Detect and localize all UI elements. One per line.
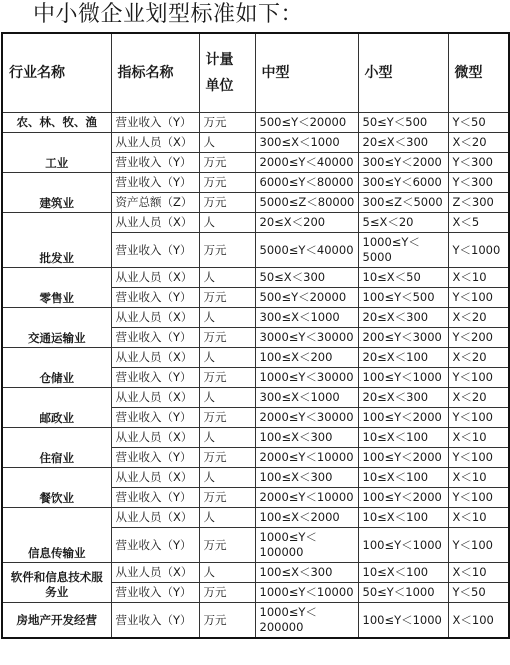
micro-cell: X＜10 <box>448 468 509 488</box>
unit-cell: 万元 <box>199 288 255 308</box>
indicator-cell: 从业人员（X） <box>111 213 199 233</box>
medium-cell: 2000≤Y＜30000 <box>255 408 358 428</box>
table-body <box>2 113 509 639</box>
header-micro: 微型 <box>448 33 509 113</box>
header-row <box>2 33 509 113</box>
micro-cell: X＜10 <box>448 268 509 288</box>
header-medium: 中型 <box>255 33 358 113</box>
small-cell: 10≤X＜100 <box>358 563 448 583</box>
micro-cell: Y＜50 <box>448 113 509 133</box>
unit-cell: 人 <box>199 213 255 233</box>
unit-cell: 万元 <box>199 488 255 508</box>
micro-cell: Y＜100 <box>448 288 509 308</box>
small-cell: 100≤Y＜1000 <box>358 368 448 388</box>
table-row <box>2 563 509 583</box>
small-cell: 20≤X＜300 <box>358 308 448 328</box>
micro-cell: X＜20 <box>448 348 509 368</box>
indicator-cell: 从业人员（X） <box>111 268 199 288</box>
unit-cell: 万元 <box>199 603 255 639</box>
small-cell: 20≤X＜100 <box>358 348 448 368</box>
unit-cell: 万元 <box>199 528 255 563</box>
industry-name: 批发业 <box>2 213 111 268</box>
small-cell: 10≤X＜100 <box>358 428 448 448</box>
medium-cell: 300≤X＜1000 <box>255 308 358 328</box>
small-cell: 20≤X＜300 <box>358 388 448 408</box>
industry-name: 工业 <box>2 133 111 173</box>
table-row <box>2 468 509 488</box>
indicator-cell: 营业收入（Y） <box>111 173 199 193</box>
unit-cell: 万元 <box>199 368 255 388</box>
industry-name: 软件和信息技术服务业 <box>2 563 111 603</box>
indicator-cell: 从业人员（X） <box>111 428 199 448</box>
indicator-cell: 从业人员（X） <box>111 133 199 153</box>
small-cell: 200≤Y＜3000 <box>358 328 448 348</box>
micro-cell: X＜10 <box>448 428 509 448</box>
industry-name: 信息传输业 <box>2 508 111 563</box>
industry-name: 农、林、牧、渔 <box>2 113 111 133</box>
sme-classification-table <box>1 32 510 639</box>
table-row <box>2 603 509 639</box>
small-cell: 5≤X＜20 <box>358 213 448 233</box>
medium-cell: 100≤X＜2000 <box>255 508 358 528</box>
small-cell: 100≤Y＜2000 <box>358 448 448 468</box>
micro-cell: X＜5 <box>448 213 509 233</box>
medium-cell: 100≤X＜300 <box>255 428 358 448</box>
medium-cell: 1000≤Y＜10000 <box>255 583 358 603</box>
medium-cell: 300≤X＜1000 <box>255 388 358 408</box>
medium-cell: 1000≤Y＜100000 <box>255 528 358 563</box>
micro-cell: X＜10 <box>448 563 509 583</box>
micro-cell: X＜20 <box>448 388 509 408</box>
medium-cell: 2000≤Y＜40000 <box>255 153 358 173</box>
header-unit-line2: 单位 <box>205 78 234 94</box>
indicator-cell: 从业人员（X） <box>111 348 199 368</box>
medium-cell: 500≤Y＜20000 <box>255 288 358 308</box>
header-indicator: 指标名称 <box>111 33 199 113</box>
unit-cell: 人 <box>199 308 255 328</box>
table-row <box>2 388 509 408</box>
table-row <box>2 133 509 153</box>
micro-cell: Y＜100 <box>448 368 509 388</box>
indicator-cell: 从业人员（X） <box>111 508 199 528</box>
small-cell: 20≤X＜300 <box>358 133 448 153</box>
indicator-cell: 营业收入（Y） <box>111 113 199 133</box>
micro-cell: Y＜100 <box>448 448 509 468</box>
indicator-cell: 营业收入（Y） <box>111 408 199 428</box>
medium-cell: 5000≤Z＜80000 <box>255 193 358 213</box>
small-cell: 100≤Y＜500 <box>358 288 448 308</box>
indicator-cell: 营业收入（Y） <box>111 328 199 348</box>
indicator-cell: 营业收入（Y） <box>111 153 199 173</box>
unit-cell: 人 <box>199 563 255 583</box>
micro-cell: Y＜1000 <box>448 233 509 268</box>
unit-cell: 人 <box>199 268 255 288</box>
unit-cell: 万元 <box>199 153 255 173</box>
indicator-cell: 从业人员（X） <box>111 563 199 583</box>
indicator-cell: 营业收入（Y） <box>111 528 199 563</box>
industry-name: 住宿业 <box>2 428 111 468</box>
small-cell: 100≤Y＜1000 <box>358 528 448 563</box>
page-title: 中小微企业划型标准如下： <box>33 2 304 27</box>
small-cell: 50≤Y＜500 <box>358 113 448 133</box>
indicator-cell: 从业人员（X） <box>111 308 199 328</box>
medium-cell: 100≤X＜300 <box>255 468 358 488</box>
industry-name: 交通运输业 <box>2 308 111 348</box>
small-cell: 1000≤Y＜5000 <box>358 233 448 268</box>
table-row <box>2 213 509 233</box>
header-unit <box>199 33 255 113</box>
indicator-cell: 营业收入（Y） <box>111 583 199 603</box>
micro-cell: X＜10 <box>448 508 509 528</box>
medium-cell: 6000≤Y＜80000 <box>255 173 358 193</box>
medium-cell: 20≤X＜200 <box>255 213 358 233</box>
table-row <box>2 348 509 368</box>
medium-cell: 3000≤Y＜30000 <box>255 328 358 348</box>
unit-cell: 人 <box>199 388 255 408</box>
small-cell: 300≤Z＜5000 <box>358 193 448 213</box>
micro-cell: Y＜100 <box>448 488 509 508</box>
unit-cell: 万元 <box>199 193 255 213</box>
medium-cell: 300≤X＜1000 <box>255 133 358 153</box>
unit-cell: 万元 <box>199 328 255 348</box>
small-cell: 10≤X＜50 <box>358 268 448 288</box>
unit-cell: 万元 <box>199 448 255 468</box>
indicator-cell: 营业收入（Y） <box>111 288 199 308</box>
small-cell: 100≤Y＜2000 <box>358 488 448 508</box>
industry-name: 房地产开发经营 <box>2 603 111 639</box>
micro-cell: X＜20 <box>448 308 509 328</box>
medium-cell: 1000≤Y＜30000 <box>255 368 358 388</box>
medium-cell: 2000≤Y＜10000 <box>255 448 358 468</box>
medium-cell: 500≤Y＜20000 <box>255 113 358 133</box>
micro-cell: Z＜300 <box>448 193 509 213</box>
micro-cell: Y＜200 <box>448 328 509 348</box>
micro-cell: X＜100 <box>448 603 509 639</box>
table-row <box>2 173 509 193</box>
indicator-cell: 营业收入（Y） <box>111 233 199 268</box>
unit-cell: 人 <box>199 348 255 368</box>
micro-cell: Y＜50 <box>448 583 509 603</box>
small-cell: 10≤X＜100 <box>358 468 448 488</box>
indicator-cell: 从业人员（X） <box>111 468 199 488</box>
unit-cell: 万元 <box>199 173 255 193</box>
table-row <box>2 428 509 448</box>
unit-cell: 万元 <box>199 583 255 603</box>
unit-cell: 人 <box>199 508 255 528</box>
indicator-cell: 营业收入（Y） <box>111 368 199 388</box>
table-row <box>2 113 509 133</box>
table-row <box>2 308 509 328</box>
small-cell: 300≤Y＜2000 <box>358 153 448 173</box>
unit-cell: 万元 <box>199 408 255 428</box>
indicator-cell: 从业人员（X） <box>111 388 199 408</box>
unit-cell: 万元 <box>199 113 255 133</box>
medium-cell: 1000≤Y＜200000 <box>255 603 358 639</box>
small-cell: 10≤X＜100 <box>358 508 448 528</box>
micro-cell: Y＜100 <box>448 408 509 428</box>
industry-name: 仓储业 <box>2 348 111 388</box>
indicator-cell: 营业收入（Y） <box>111 448 199 468</box>
unit-cell: 人 <box>199 468 255 488</box>
unit-cell: 人 <box>199 133 255 153</box>
micro-cell: X＜20 <box>448 133 509 153</box>
industry-name: 零售业 <box>2 268 111 308</box>
header-unit-line1: 计量 <box>205 52 234 68</box>
header-industry: 行业名称 <box>2 33 111 113</box>
table-row <box>2 508 509 528</box>
unit-cell: 万元 <box>199 233 255 268</box>
medium-cell: 2000≤Y＜10000 <box>255 488 358 508</box>
small-cell: 50≤Y＜1000 <box>358 583 448 603</box>
indicator-cell: 营业收入（Y） <box>111 488 199 508</box>
micro-cell: Y＜100 <box>448 528 509 563</box>
micro-cell: Y＜300 <box>448 173 509 193</box>
unit-cell: 人 <box>199 428 255 448</box>
medium-cell: 100≤X＜200 <box>255 348 358 368</box>
industry-name: 餐饮业 <box>2 468 111 508</box>
medium-cell: 100≤X＜300 <box>255 563 358 583</box>
small-cell: 300≤Y＜6000 <box>358 173 448 193</box>
industry-name: 建筑业 <box>2 173 111 213</box>
industry-name: 邮政业 <box>2 388 111 428</box>
medium-cell: 5000≤Y＜40000 <box>255 233 358 268</box>
indicator-cell: 资产总额（Z） <box>111 193 199 213</box>
micro-cell: Y＜300 <box>448 153 509 173</box>
table-row <box>2 268 509 288</box>
header-small: 小型 <box>358 33 448 113</box>
medium-cell: 50≤X＜300 <box>255 268 358 288</box>
indicator-cell: 营业收入（Y） <box>111 603 199 639</box>
small-cell: 100≤Y＜2000 <box>358 408 448 428</box>
small-cell: 100≤Y＜1000 <box>358 603 448 639</box>
